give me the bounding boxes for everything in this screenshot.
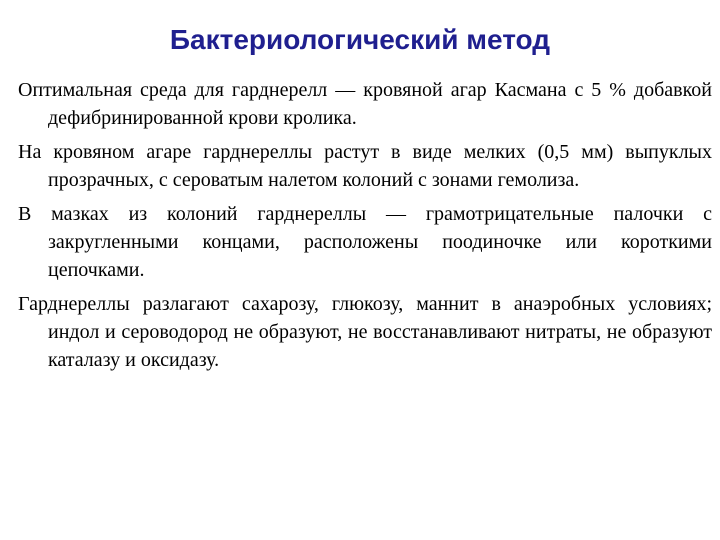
paragraph-smear: В мазках из колоний гарднереллы — грамотрицательные палочки с закругленными концами, расположены поодиночке или короткими цепочками. — [18, 203, 712, 281]
slide-title: Бактериологический метод — [169, 24, 551, 55]
paragraph-medium: Оптимальная среда для гарднерелл — кровяной агар Касмана с 5 % добавкой дефибринированной крови кролика. — [18, 79, 712, 129]
slide-body — [18, 76, 712, 380]
paragraph-growth: На кровяном агаре гарднереллы растут в виде мелких (0,5 мм) выпуклых прозрачных, с сероватым налетом колоний с зонами гемолиза. — [18, 141, 712, 191]
paragraph-biochemistry: Гарднереллы разлагают сахарозу, глюкозу, маннит в анаэробных условиях; индол и сероводород не образуют, не восстанавливают нитраты, не образуют каталазу и оксидазу. — [18, 293, 712, 371]
